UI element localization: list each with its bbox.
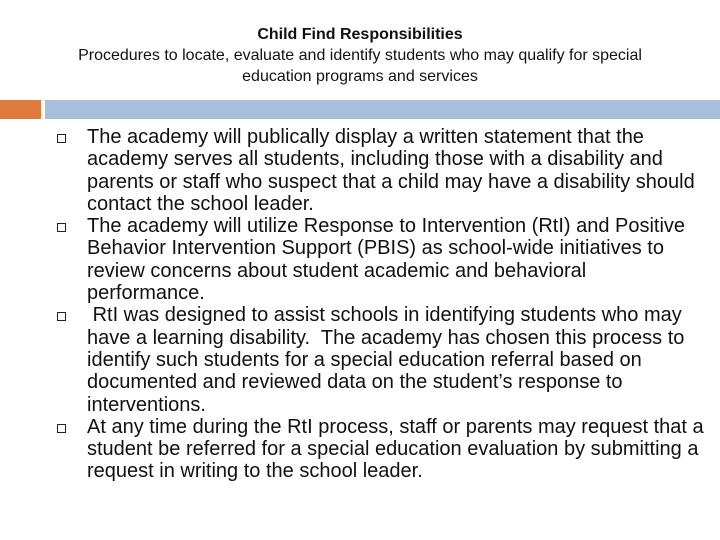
checkbox-square-icon <box>57 424 66 433</box>
bullet-text: The academy will publically display a written statement that the academy serves all students, including those with a disability and parents or staff who suspect that a child may have a disability should contact the school leader. <box>87 126 701 215</box>
checkbox-square-icon <box>57 134 66 143</box>
checkbox-square-icon <box>57 223 66 232</box>
title-block <box>20 24 700 87</box>
slide-title: Child Find Responsibilities <box>257 26 463 43</box>
bullet-item <box>55 215 705 304</box>
bullet-text: At any time during the RtI process, staff or parents may request that a student be referred for a special education evaluation by submitting a request in writing to the school leader. <box>87 415 710 483</box>
slide-subtitle-line-1: Procedures to locate, evaluate and identify students who may qualify for special <box>78 47 642 64</box>
bullet-item <box>55 304 705 415</box>
bullet-text: The academy will utilize Response to Intervention (RtI) and Positive Behavior Intervention Support (PBIS) as school-wide initiatives to review concerns about student academic and behavioral performance. <box>87 215 691 305</box>
checkbox-square-icon <box>57 312 66 321</box>
slide-subtitle-line-2: education programs and services <box>242 68 478 85</box>
accent-band-blue <box>45 100 720 119</box>
bullet-item <box>55 415 710 483</box>
bullet-list <box>55 126 710 483</box>
bullet-text: RtI was designed to assist schools in identifying students who may have a learning disability. The academy has chosen this process to identify such students for a special education referral based on documented and reviewed data on the student’s response to interventions. <box>87 304 690 416</box>
bullet-item <box>55 126 705 215</box>
accent-band-orange <box>0 100 41 119</box>
